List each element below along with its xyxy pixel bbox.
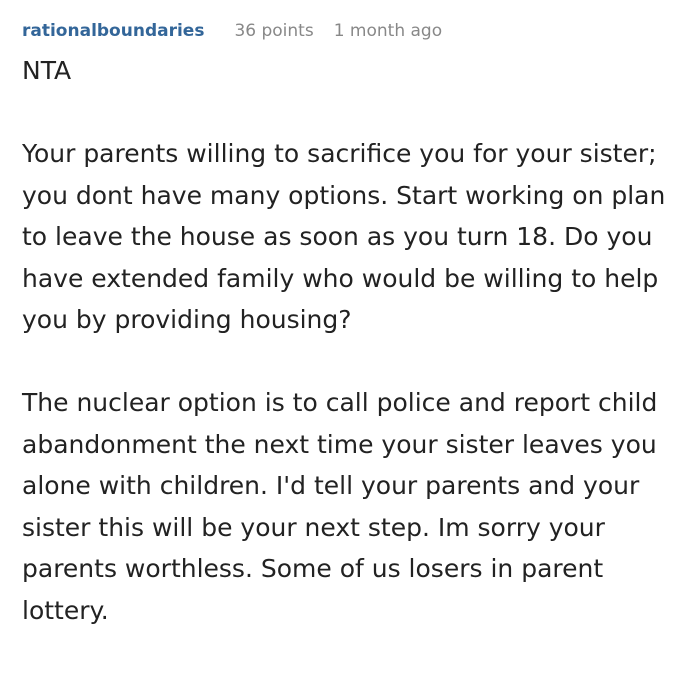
timestamp-link[interactable]: 1 month ago bbox=[333, 21, 443, 41]
comment-paragraph: The nuclear option is to call police and report child abandonment the next time your sister leaves you alone with children. I'd tell your parents and your sister this will be your next step. Im sorry your parents worthless. Some of us losers in parent lottery. bbox=[22, 388, 658, 625]
author-link[interactable]: rationalboundaries bbox=[22, 21, 205, 41]
comment-paragraph: Your parents willing to sacrifice you for your sister; you dont have many options. Start working on plan to leave the house as soon as you turn 18. Do you have extended family who would be willing to help you by providing housing? bbox=[22, 139, 666, 334]
comment-paragraph: NTA bbox=[22, 56, 72, 85]
comment-body bbox=[22, 50, 682, 631]
comment-meta bbox=[22, 18, 700, 44]
points-count: 36 points bbox=[234, 21, 314, 41]
